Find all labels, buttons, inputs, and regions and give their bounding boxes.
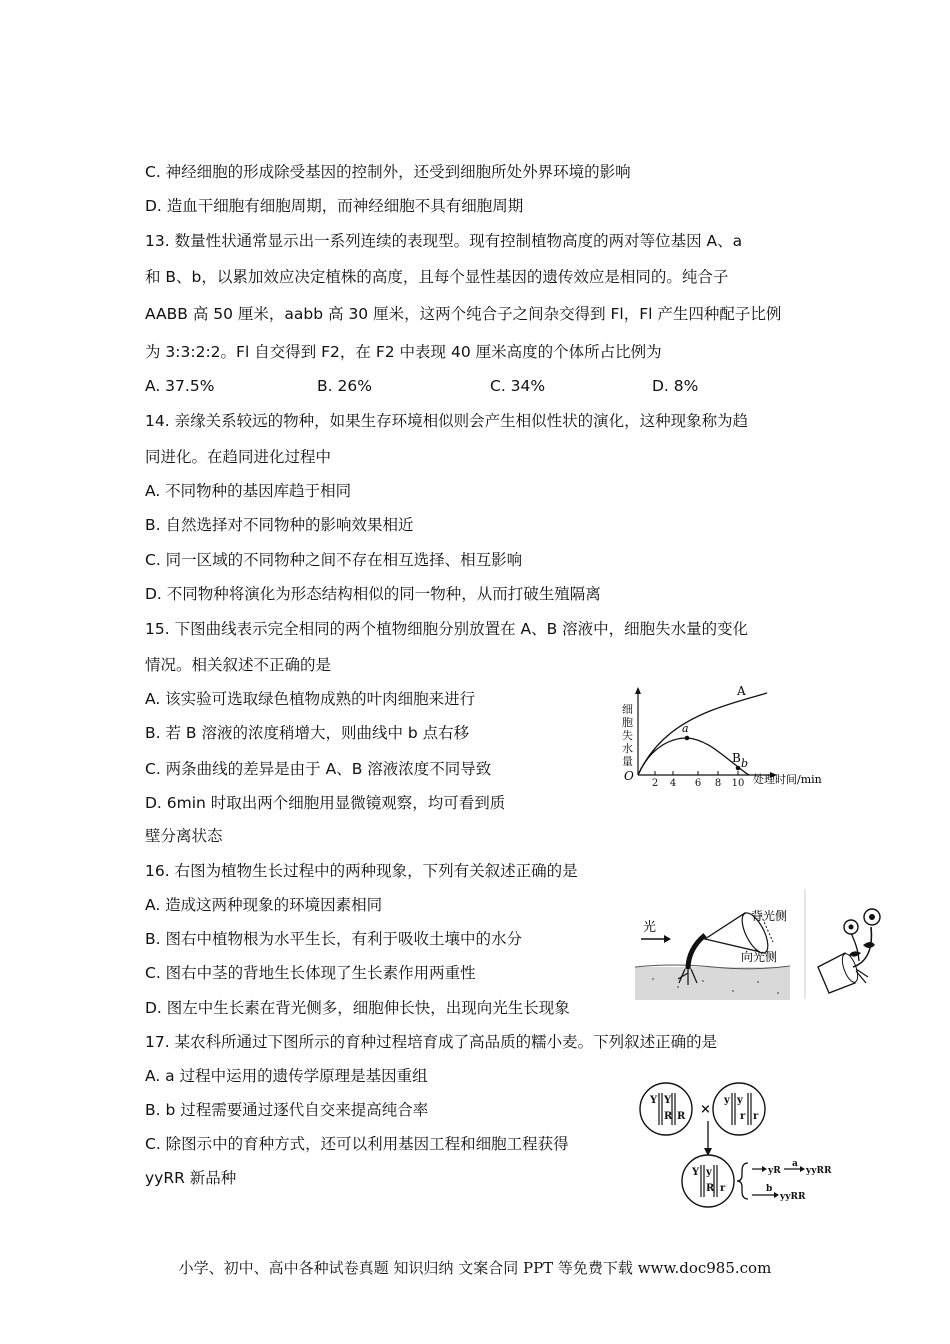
q16-plant-growth-figure (633, 887, 895, 1002)
curve-a-label: A (737, 684, 746, 698)
y-axis-arrow (635, 687, 641, 694)
x-tick-label: 2 (651, 778, 659, 789)
q12-option-c: C. 神经细胞的形成除受基因的控制外，还受到细胞所处外界环境的影响 (145, 163, 631, 181)
brace (737, 1163, 748, 1199)
q15-water-loss-graph (615, 683, 850, 798)
parent-cell-YYRR (640, 1083, 692, 1135)
svg-text:y: y (724, 1095, 730, 1106)
path-b-label: b (766, 1184, 773, 1194)
back-side-label: 背光侧 (751, 909, 788, 923)
q16-option-b: B. 图右中植物根为水平生长，有利于吸收土壤中的水分 (145, 930, 522, 948)
q14-option-c: C. 同一区域的不同物种之间不存在相互选择、相互影响 (145, 551, 523, 569)
q17-option-c-cont: yyRR 新品种 (145, 1169, 237, 1187)
x-tick-label: 6 (694, 778, 702, 789)
q14-option-d: D. 不同物种将演化为形态结构相似的同一物种，从而打破生殖隔离 (145, 585, 601, 603)
path-a-mid: yR (768, 1166, 781, 1176)
q13-option-d: D. 8% (652, 377, 699, 395)
x-tick-label: 4 (669, 778, 677, 789)
q15-stem-line-2: 情况。相关叙述不正确的是 (145, 656, 332, 674)
q13-options (145, 376, 765, 396)
light-side-label: 向光侧 (741, 950, 778, 964)
q12-option-d: D. 造血干细胞有细胞周期，而神经细胞不具有细胞周期 (145, 197, 524, 215)
page-footer: 小学、初中、高中各种试卷真题 知识归纳 文案合同 PPT 等免费下载 www.doc985.com (178, 1259, 772, 1277)
q13-option-a: A. 37.5% (145, 377, 215, 395)
svg-text:r: r (753, 1111, 759, 1122)
q16-stem: 16. 右图为植物生长过程中的两种现象，下列有关叙述正确的是 (145, 862, 578, 880)
cross-sign: × (700, 1102, 711, 1117)
svg-text:y: y (737, 1095, 743, 1106)
q17-breeding-diagram (636, 1081, 846, 1216)
ylabel-char: 胞 (622, 716, 633, 729)
point-a (685, 736, 690, 741)
svg-text:R: R (677, 1111, 686, 1122)
curve-b-label: B (732, 751, 741, 765)
point-b-label: b (741, 757, 749, 770)
q15-option-d-cont: 壁分离状态 (145, 827, 223, 845)
svg-text:Y: Y (650, 1095, 658, 1106)
svg-text:r: r (720, 1183, 726, 1194)
q13-stem-line-4: 为 3:3:2:2。Fl 自交得到 F2，在 F2 中表现 40 厘米高度的个体所占比例为 (145, 343, 662, 361)
q15-option-b: B. 若 B 溶液的浓度稍增大，则曲线中 b 点右移 (145, 724, 470, 742)
point-a-label: a (682, 722, 689, 735)
point-b (736, 766, 741, 771)
svg-text:R: R (664, 1111, 673, 1122)
q13-option-c: C. 34% (490, 377, 546, 395)
x-axis-label: 处理时间/min (753, 773, 822, 786)
q14-option-a: A. 不同物种的基因库趋于相同 (145, 482, 352, 500)
light-label: 光 (643, 920, 657, 935)
ylabel-char: 细 (622, 703, 633, 716)
svg-text:Y: Y (664, 1095, 672, 1106)
parent-cell-yyrr (713, 1083, 765, 1135)
q17-stem: 17. 某农科所通过下图所示的育种过程培育成了高品质的糯小麦。下列叙述正确的是 (145, 1033, 718, 1051)
q15-stem-line-1: 15. 下图曲线表示完全相同的两个植物细胞分别放置在 A、B 溶液中，细胞失水量的变化 (145, 620, 749, 638)
ylabel-char: 失 (622, 729, 633, 742)
origin-label: O (624, 769, 634, 783)
svg-text:r: r (740, 1111, 746, 1122)
q13-stem-line-2: 和 B、b，以累加效应决定植株的高度，且每个显性基因的遗传效应是相同的。纯合子 (145, 268, 729, 286)
q16-option-d: D. 图左中生长素在背光侧多，细胞伸长快，出现向光生长现象 (145, 999, 570, 1017)
q15-option-d: D. 6min 时取出两个细胞用显微镜观察，均可看到质 (145, 794, 506, 812)
seedling-stem (688, 935, 705, 969)
q17-option-c: C. 除图示中的育种方式，还可以利用基因工程和细胞工程获得 (145, 1135, 569, 1153)
f1-cell-YyRr (682, 1155, 734, 1207)
q16-option-a: A. 造成这两种现象的环境因素相同 (145, 896, 383, 914)
q17-option-a: A. a 过程中运用的遗传学原理是基因重组 (145, 1067, 428, 1085)
x-tick-label: 8 (714, 778, 722, 789)
svg-text:y: y (706, 1167, 712, 1178)
q14-stem-line-1: 14. 亲缘关系较远的物种，如果生存环境相似则会产生相似性状的演化，这种现象称为趋 (145, 412, 749, 430)
path-b-end: yyRR (780, 1192, 806, 1202)
soil (635, 967, 790, 1000)
path-a-label: a (792, 1159, 798, 1169)
q17-option-b: B. b 过程需要通过逐代自交来提高纯合率 (145, 1101, 429, 1119)
q13-option-b: B. 26% (317, 377, 372, 395)
x-tick-label: 10 (731, 778, 745, 789)
q13-stem-line-1: 13. 数量性状通常显示出一系列连续的表现型。现有控制植物高度的两对等位基因 A、a (145, 232, 743, 250)
q16-option-c: C. 图右中茎的背地生长体现了生长素作用两重性 (145, 964, 476, 982)
q13-stem-line-3: AABB 高 50 厘米，aabb 高 30 厘米，这两个纯合子之间杂交得到 Fl，Fl 产生四种配子比例 (145, 305, 782, 323)
path-a-end: yyRR (806, 1166, 832, 1176)
q14-stem-line-2: 同进化。在趋同进化过程中 (145, 448, 332, 466)
ylabel-char: 水 (622, 742, 633, 755)
ylabel-char: 量 (622, 755, 633, 768)
svg-text:R: R (706, 1183, 715, 1194)
svg-text:Y: Y (692, 1167, 700, 1178)
q15-option-c: C. 两条曲线的差异是由于 A、B 溶液浓度不同导致 (145, 760, 492, 778)
q14-option-b: B. 自然选择对不同物种的影响效果相近 (145, 516, 414, 534)
q15-option-a: A. 该实验可选取绿色植物成熟的叶肉细胞来进行 (145, 690, 476, 708)
